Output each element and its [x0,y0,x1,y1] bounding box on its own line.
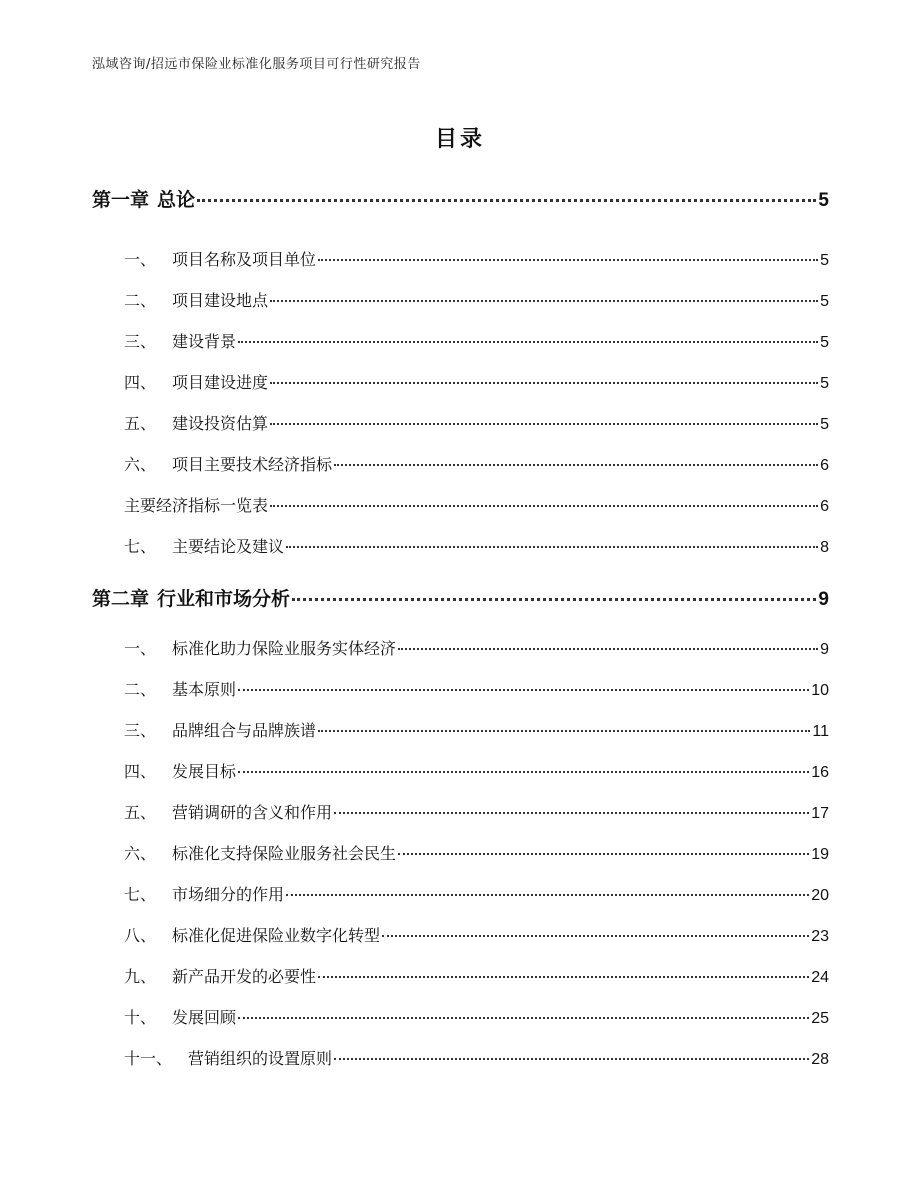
toc-entry-text: 项目建设进度 [172,373,269,392]
toc-entry-text: 总论 [157,189,196,211]
page-number: 5 [820,334,829,351]
dot-leader [238,1017,809,1019]
dot-leader [238,341,818,343]
page-number: 5 [820,375,829,392]
toc-entry[interactable]: 六、 标准化支持保险业服务社会民生 19 [124,844,829,863]
dot-leader [334,1058,809,1060]
toc-entry[interactable]: 九、 新产品开发的必要性 24 [124,967,829,986]
page-number: 9 [820,641,829,658]
page-number: 25 [811,1010,829,1027]
toc-chapter-2[interactable]: 第二章 行业和市场分析 9 [92,588,829,610]
dot-leader [286,894,809,896]
toc-entry-text: 营销组织的设置原则 [188,1049,333,1068]
dot-leader [292,598,816,601]
toc-entry-text: 主要经济指标一览表 [124,496,269,515]
page-number: 5 [818,190,829,211]
page-number: 20 [811,887,829,904]
toc-entry[interactable]: 五、 营销调研的含义和作用 17 [124,803,829,822]
toc-entry[interactable]: 三、 品牌组合与品牌族谱 11 [124,721,829,740]
toc-entry-text: 发展目标 [172,762,237,781]
toc-entry-text: 品牌组合与品牌族谱 [172,721,317,740]
toc-entry[interactable]: 六、 项目主要技术经济指标 6 [124,455,829,474]
toc-entry-text: 基本原则 [172,680,237,699]
dot-leader [270,423,818,425]
toc-entry[interactable]: 十、 发展回顾 25 [124,1008,829,1027]
toc-entry-text: 行业和市场分析 [157,588,291,610]
page-number: 6 [820,498,829,515]
dot-leader [270,300,818,302]
page-number: 6 [820,457,829,474]
page-number: 11 [812,723,829,740]
toc-entry-text: 项目主要技术经济指标 [172,455,333,474]
dot-leader [286,546,818,548]
toc-title: 目录 [434,127,485,152]
toc-entry-text: 建设投资估算 [172,414,269,433]
page-number: 16 [811,764,829,781]
toc-entry-text: 标准化助力保险业服务实体经济 [172,639,397,658]
dot-leader [334,812,809,814]
toc-entry-text: 项目建设地点 [172,291,269,310]
toc-chapter-1[interactable]: 第一章 总论 5 [92,189,829,211]
dot-leader [270,382,818,384]
toc-entry-text: 标准化支持保险业服务社会民生 [172,844,397,863]
dot-leader [270,505,818,507]
toc-entry-text: 标准化促进保险业数字化转型 [172,926,381,945]
toc-entry[interactable]: 二、 项目建设地点 5 [124,291,829,310]
page-number: 8 [820,539,829,556]
toc-entry[interactable]: 三、 建设背景 5 [124,332,829,351]
toc-entry[interactable]: 四、 项目建设进度 5 [124,373,829,392]
page-number: 28 [811,1051,829,1068]
page-number: 5 [820,416,829,433]
dot-leader [238,689,809,691]
page-number: 10 [811,682,829,699]
toc-entry[interactable]: 七、 主要结论及建议 8 [124,537,829,556]
page-number: 19 [811,846,829,863]
toc-entry-text: 建设背景 [172,332,237,351]
toc-entry[interactable]: 七、 市场细分的作用 20 [124,885,829,904]
toc-entry[interactable] [124,493,829,516]
dot-leader [398,853,809,855]
toc-entry[interactable]: 一、 项目名称及项目单位 5 [124,250,829,269]
dot-leader [398,648,818,650]
dot-leader [318,976,809,978]
page-number: 5 [820,252,829,269]
page-number: 23 [811,928,829,945]
toc-entry-text: 新产品开发的必要性 [172,967,317,986]
page-number: 17 [811,805,829,822]
toc-entry-text: 营销调研的含义和作用 [172,803,333,822]
toc-entry-text: 市场细分的作用 [172,885,285,904]
page-number: 5 [820,293,829,310]
toc-entry-text: 主要结论及建议 [172,537,285,556]
toc-entry[interactable]: 十一、 营销组织的设置原则 28 [124,1049,829,1068]
page-number: 24 [811,969,829,986]
toc-entry[interactable]: 五、 建设投资估算 5 [124,414,829,433]
dot-leader [382,935,809,937]
toc-entry-text: 项目名称及项目单位 [172,250,317,269]
toc-entry[interactable]: 一、 标准化助力保险业服务实体经济 9 [124,639,829,658]
dot-leader [318,730,810,732]
dot-leader [318,259,818,261]
toc-entry[interactable]: 二、 基本原则 10 [124,680,829,699]
toc-entry-text: 发展回顾 [172,1008,237,1027]
toc-entry[interactable]: 四、 发展目标 16 [124,762,829,781]
dot-leader [334,464,818,466]
toc-entry[interactable]: 八、 标准化促进保险业数字化转型 23 [124,926,829,945]
dot-leader [197,199,816,202]
page-number: 9 [818,589,829,610]
running-header: 泓域咨询/招远市保险业标准化服务项目可行性研究报告 [92,57,421,72]
dot-leader [238,771,809,773]
